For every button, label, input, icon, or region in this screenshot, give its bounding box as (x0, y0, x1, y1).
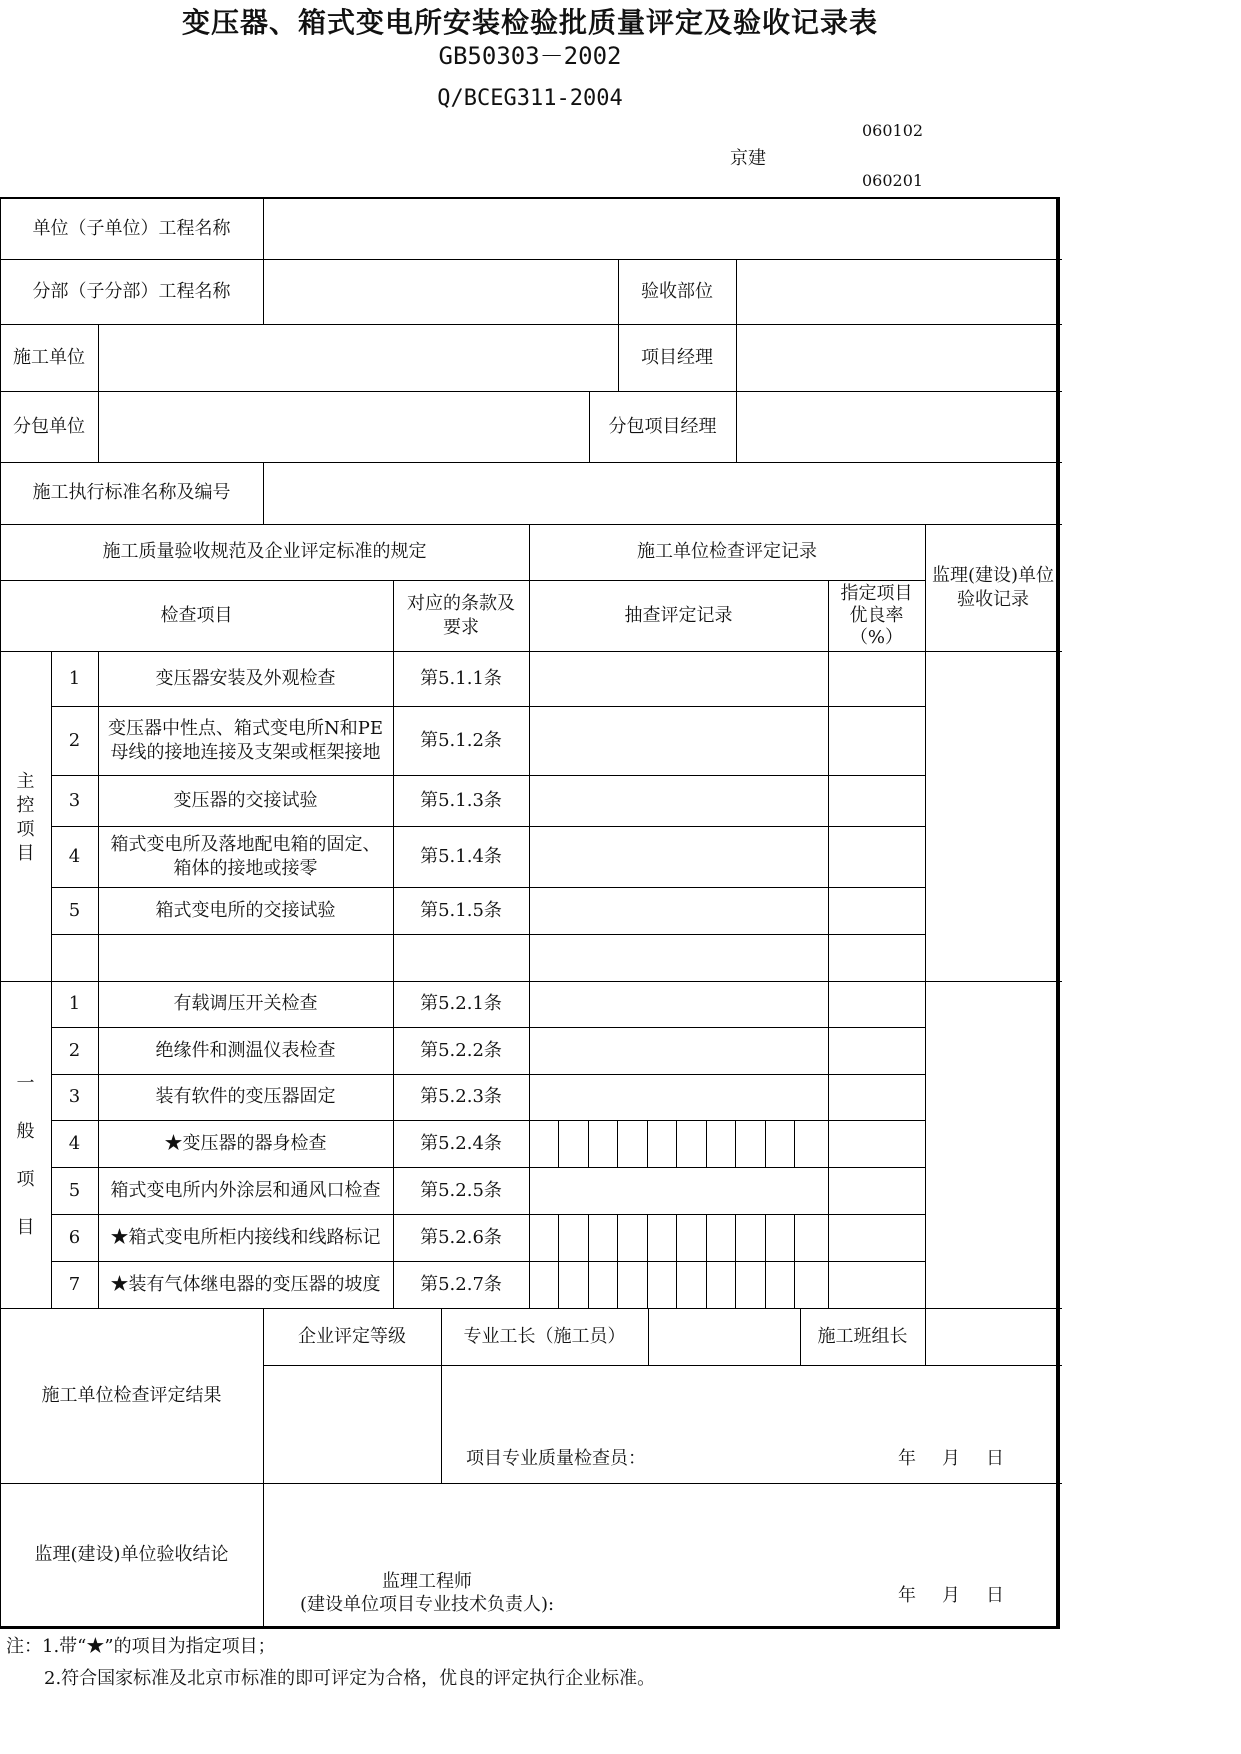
main-item-name: 箱式变电所的交接试验 (155, 899, 336, 921)
clause-header-line2: 要求 (443, 616, 479, 638)
clause-header-line1: 对应的条款及 (407, 592, 515, 614)
item-header: 检查项目 (160, 604, 233, 626)
general-item-clause: 第5.2.5条 (420, 1179, 502, 1201)
check-cell-divider (765, 1261, 766, 1308)
rate-header-line1: 指定项目 (840, 582, 913, 604)
main-item-name-line2: 母线的接地连接及支架或框架接地 (110, 741, 381, 763)
sample-header: 抽查评定记录 (624, 604, 733, 626)
main-item-name-line1: 箱式变电所及落地配电箱的固定、 (110, 833, 381, 855)
clause-header (393, 580, 529, 651)
check-cell-divider (617, 1120, 618, 1167)
general-group-char: 目 (16, 1217, 35, 1238)
conclusion-date: 年 月 日 (898, 1585, 1008, 1606)
general-group-char: 一 (16, 1073, 35, 1094)
note-2: 2.符合国家标准及北京市标准的即可评定为合格，优良的评定执行企业标准。 (44, 1668, 656, 1689)
check-cell-divider (647, 1261, 648, 1308)
sub-project-label: 分部（子分部）工程名称 (32, 280, 231, 302)
check-cell-divider (794, 1120, 795, 1167)
subcontractor-label: 分包单位 (13, 415, 85, 437)
check-cell-divider (735, 1261, 736, 1308)
check-cell-divider (794, 1214, 795, 1261)
conclusion-label: 监理(建设)单位验收结论 (34, 1544, 229, 1565)
general-item-no: 6 (68, 1226, 81, 1248)
main-item-no: 5 (68, 899, 81, 921)
main-item-name (98, 706, 393, 775)
main-group-label (0, 770, 51, 866)
main-group-char: 主 (16, 771, 35, 792)
main-item-name (98, 826, 393, 887)
check-cell-divider (706, 1120, 707, 1167)
general-item-name: ★变压器的器身检查 (164, 1132, 327, 1154)
unit-project-label: 单位（子单位）工程名称 (32, 217, 231, 239)
check-cell-divider (617, 1261, 618, 1308)
check-cell-divider (617, 1214, 618, 1261)
main-item-no: 4 (68, 845, 81, 867)
main-group-char: 目 (16, 843, 35, 864)
result-label: 施工单位检查评定结果 (41, 1384, 222, 1406)
main-item-clause: 第5.1.2条 (420, 729, 502, 751)
form-title: 变压器、箱式变电所安装检验批质量评定及验收记录表 (181, 6, 879, 39)
general-item-no: 2 (68, 1039, 81, 1061)
main-item-no: 3 (68, 789, 81, 811)
sub-pm-label: 分包项目经理 (608, 415, 717, 437)
main-item-name: 变压器的交接试验 (173, 789, 318, 811)
check-cell-divider (558, 1214, 559, 1261)
general-item-no: 4 (68, 1132, 81, 1154)
check-cell-divider (676, 1261, 677, 1308)
general-item-clause: 第5.2.7条 (420, 1273, 502, 1295)
general-item-clause: 第5.2.2条 (420, 1039, 502, 1061)
general-item-no: 7 (68, 1273, 81, 1295)
foreman-label: 专业工长（施工员） (463, 1325, 626, 1347)
check-cell-divider (647, 1120, 648, 1167)
engineer-label-line1: 监理工程师 (382, 1571, 472, 1592)
general-item-clause: 第5.2.6条 (420, 1226, 502, 1248)
general-item-no: 5 (68, 1179, 81, 1201)
check-cell-divider (558, 1261, 559, 1308)
engineer-label-line2: (建设单位项目专业技术负责人): (299, 1594, 555, 1615)
check-cell-divider (794, 1261, 795, 1308)
check-cell-divider (588, 1120, 589, 1167)
check-cell-divider (676, 1214, 677, 1261)
check-cell-divider (706, 1214, 707, 1261)
record-header: 施工单位检查评定记录 (637, 541, 817, 562)
check-cell-divider (706, 1261, 707, 1308)
accept-part-label: 验收部位 (641, 280, 713, 302)
pm-label: 项目经理 (641, 346, 713, 368)
result-date: 年 月 日 (898, 1448, 1008, 1469)
main-item-clause: 第5.1.1条 (420, 667, 502, 689)
general-item-name: ★装有气体继电器的变压器的坡度 (110, 1273, 381, 1295)
main-item-clause: 第5.1.5条 (420, 899, 502, 921)
main-item-name-line1: 变压器中性点、箱式变电所N和PE (108, 717, 383, 739)
main-group-char: 项 (16, 819, 35, 840)
main-item-no: 2 (68, 729, 81, 751)
check-cell-divider (588, 1261, 589, 1308)
general-item-clause: 第5.2.4条 (420, 1132, 502, 1154)
rate-header-line2: 优良率 (849, 604, 904, 626)
standard-code-q: Q/BCEG311-2004 (437, 86, 623, 111)
check-cell-divider (647, 1214, 648, 1261)
note-1: 注：1.带“★”的项目为指定项目； (6, 1636, 276, 1657)
main-item-no: 1 (68, 667, 81, 689)
check-cell-divider (765, 1214, 766, 1261)
general-item-name: ★箱式变电所柜内接线和线路标记 (110, 1226, 381, 1248)
supervisor-header-text: 监理(建设)单位验收记录 (931, 564, 1055, 610)
main-item-name-line2: 箱体的接地或接零 (173, 857, 318, 879)
standard-code-gb: GB50303－2002 (438, 42, 622, 70)
check-cell-divider (676, 1120, 677, 1167)
general-item-name: 有载调压开关检查 (173, 993, 318, 1014)
main-item-clause: 第5.1.3条 (420, 789, 502, 811)
form-code-top: 060102 (862, 121, 924, 140)
form-code-prefix: 京建 (730, 148, 766, 169)
supervisor-header (925, 524, 1061, 651)
general-item-no: 3 (68, 1086, 81, 1107)
general-item-name: 箱式变电所内外涂层和通风口检查 (110, 1179, 381, 1201)
general-group-label (0, 1060, 51, 1252)
check-cell-divider (735, 1120, 736, 1167)
rate-header (828, 580, 925, 651)
general-item-clause: 第5.2.1条 (420, 993, 502, 1014)
rate-header-line3: （%） (849, 626, 904, 648)
team-leader-label: 施工班组长 (817, 1325, 908, 1347)
standard-label: 施工执行标准名称及编号 (32, 482, 231, 503)
main-group-char: 控 (16, 795, 35, 816)
general-group-char: 项 (16, 1169, 35, 1190)
spec-header: 施工质量验收规范及企业评定标准的规定 (102, 541, 427, 562)
check-cell-divider (558, 1120, 559, 1167)
general-group-char: 般 (16, 1121, 35, 1142)
main-item-name: 变压器安装及外观检查 (155, 667, 336, 689)
general-item-no: 1 (68, 993, 81, 1014)
general-item-name: 绝缘件和测温仪表检查 (155, 1039, 336, 1061)
general-item-name: 装有软件的变压器固定 (155, 1086, 336, 1107)
general-item-clause: 第5.2.3条 (420, 1086, 502, 1107)
check-cell-divider (588, 1214, 589, 1261)
grade-label: 企业评定等级 (298, 1325, 406, 1347)
main-item-clause: 第5.1.4条 (420, 845, 502, 867)
form-code-bottom: 060201 (862, 171, 924, 190)
check-cell-divider (735, 1214, 736, 1261)
check-cell-divider (765, 1120, 766, 1167)
builder-label: 施工单位 (13, 346, 85, 368)
inspector-label: 项目专业质量检查员： (466, 1448, 646, 1469)
